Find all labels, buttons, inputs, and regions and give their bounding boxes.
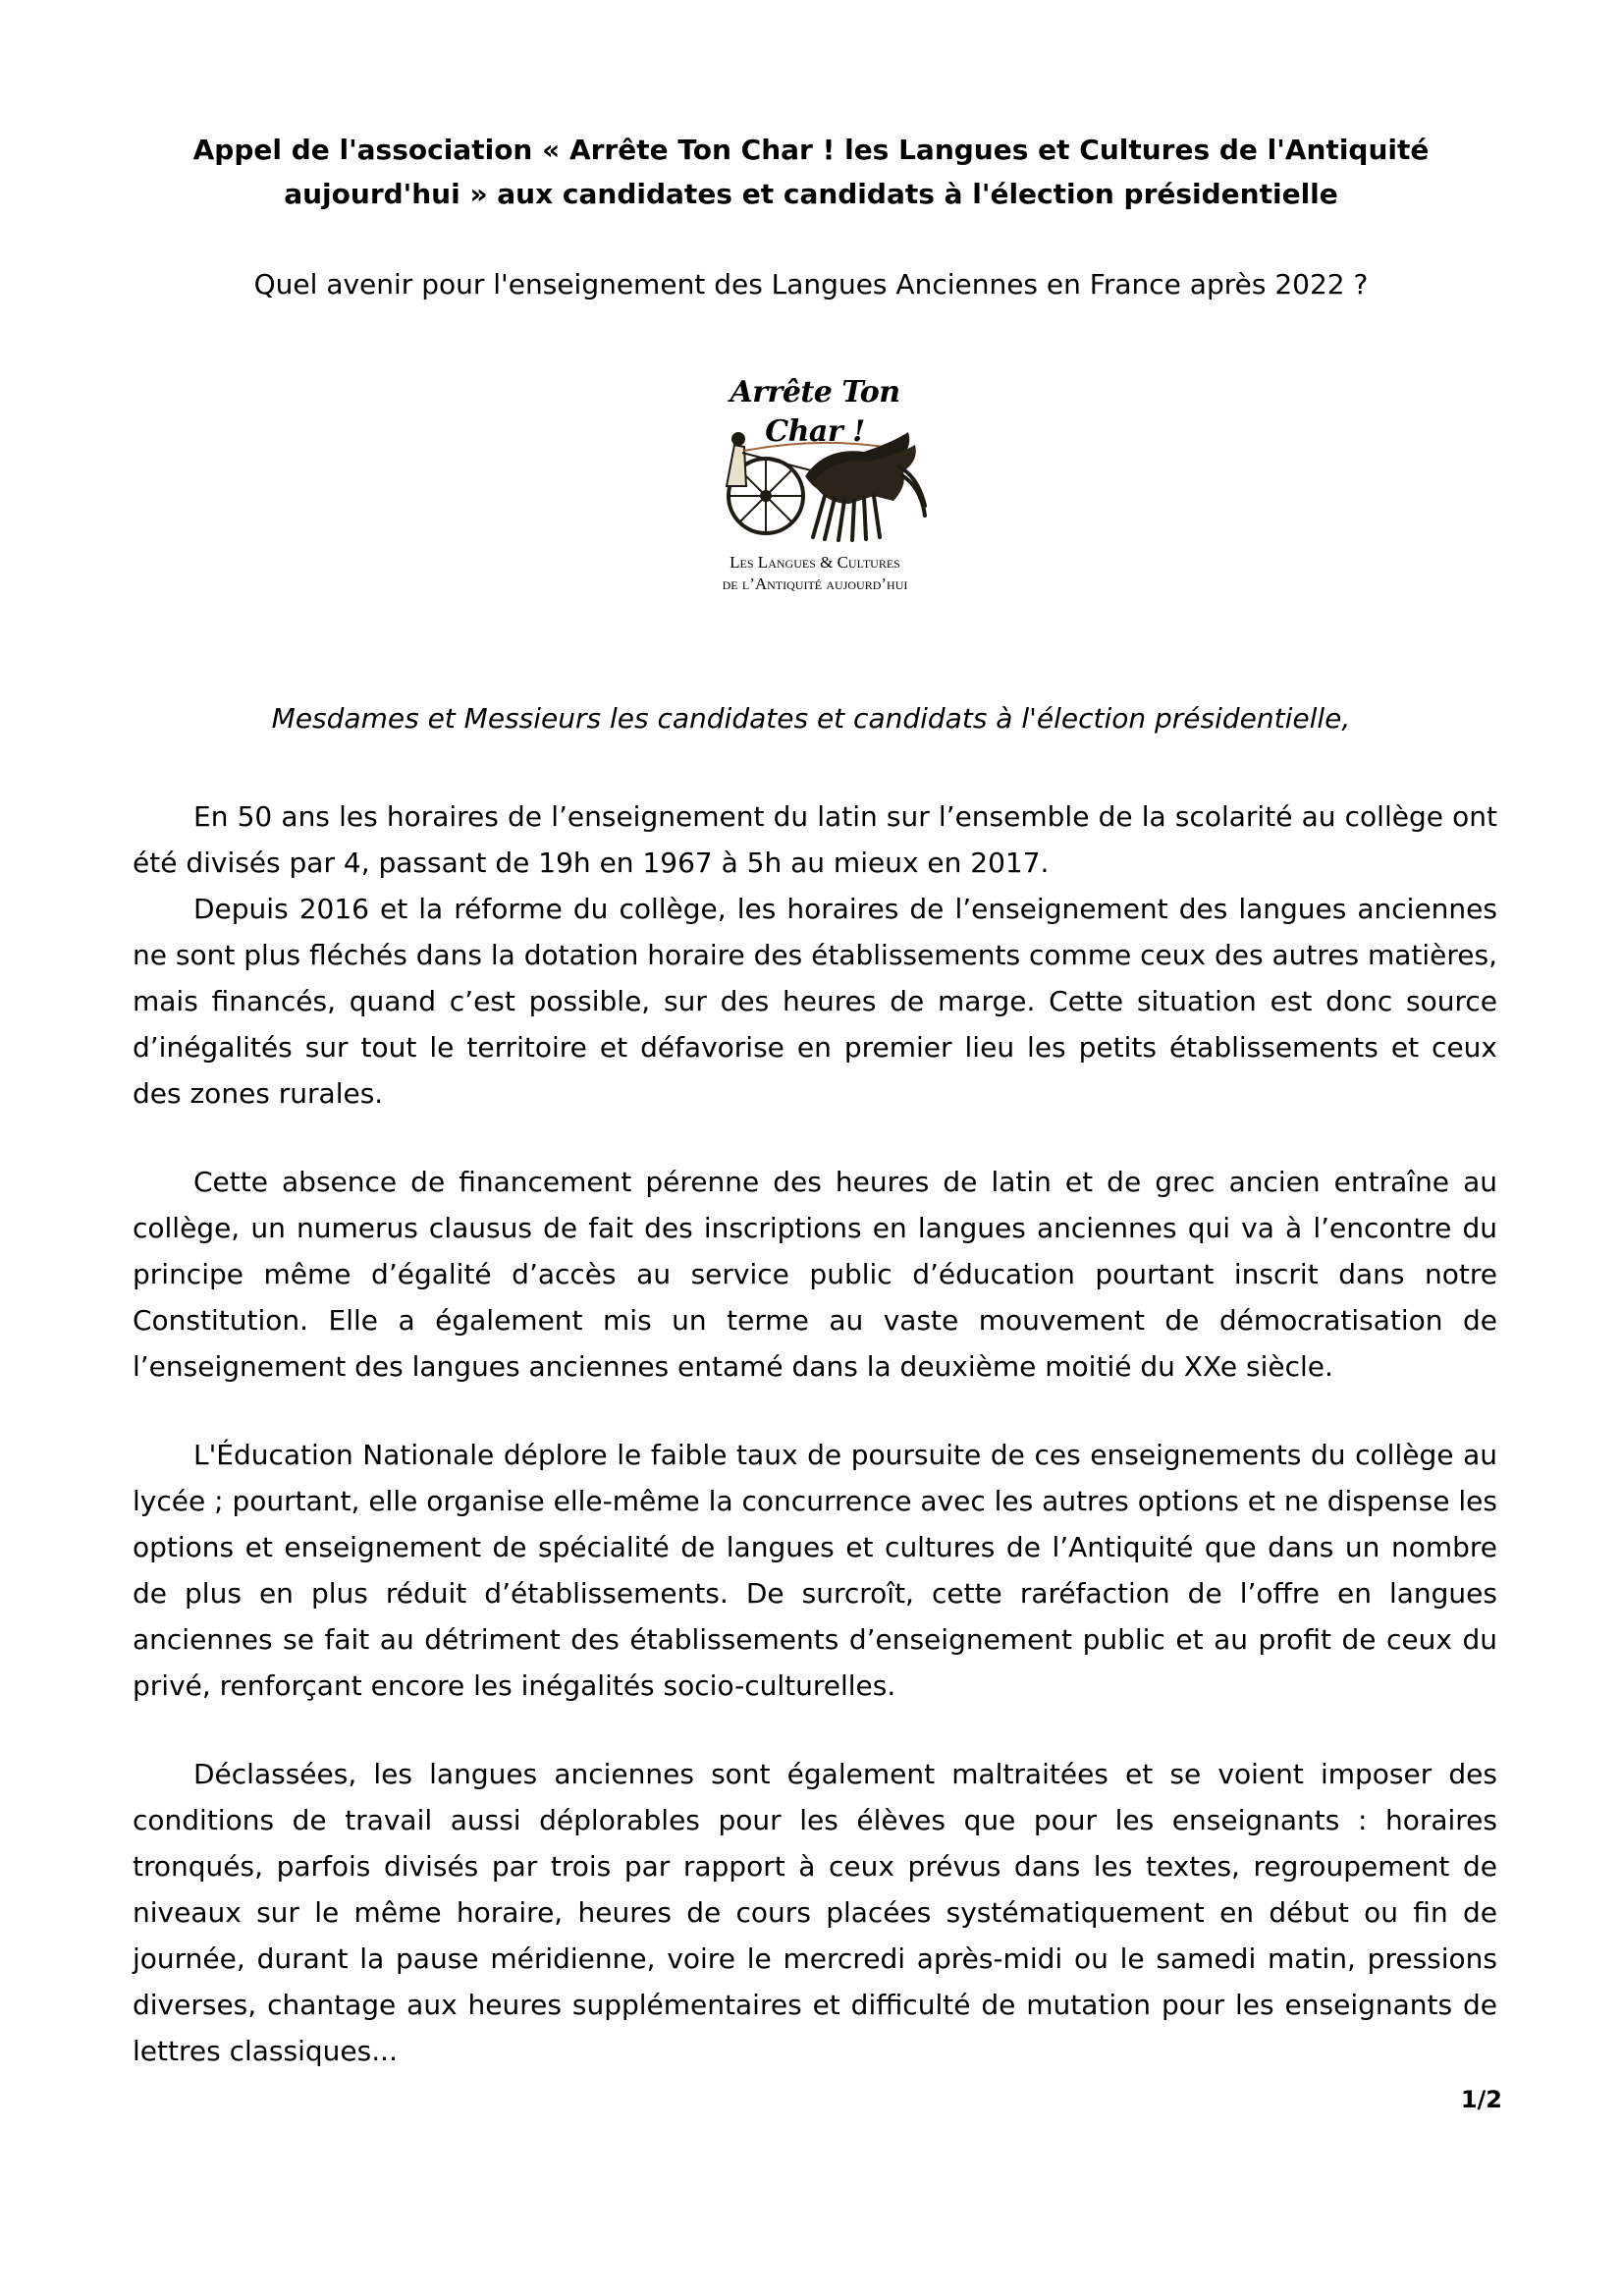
paragraph-2: Depuis 2016 et la réforme du collège, les horaires de l’enseignement des langues anciennes ne sont plus fléchés dans la dotation horaire des établissements comme ceux des autres matières, mais financés, quand c’est possible, sur des heures de marge. Cette situation est donc source d’inégalités sur tout le territoire et défavorise en premier lieu les petits établissements et ceux des zones rurales. (133, 893, 1498, 1110)
paragraph-4: L'Éducation Nationale déplore le faible taux de poursuite de ces enseignements du collège au lycée ; pourtant, elle organise elle-même la concurrence avec les autres options et ne dispense les options et enseignement de spécialité de langues et cultures de l’Antiquité que dans un nombre de plus en plus réduit d’établissements. De surcroît, cette raréfaction de l’offre en langues anciennes se fait au détriment des établissements d’enseignement public et au profit de ceux du privé, renforçant encore les inégalités socio-culturelles. (133, 1439, 1497, 1702)
paragraph-3: Cette absence de financement pérenne des heures de latin et de grec ancien entraîne au collège, un numerus clausus de fait des inscriptions en langues anciennes qui va à l’encontre du principe même d’égalité d’accès au service public d’éducation pourtant inscrit dans notre Constitution. Elle a également mis un terme au vaste mouvement de démocratisation de l’enseignement des langues anciennes entamé dans la deuxième moitié du XXe siècle. (133, 1166, 1497, 1383)
logo-caption-line-1: Les Langues & Cultures (730, 553, 900, 572)
page-number: 1/2 (1460, 2086, 1502, 2113)
title-line-1: Appel de l'association « Arrête Ton Char ! les Langues et Cultures de l'Antiquité (192, 134, 1430, 166)
chariot-illustration-icon (697, 417, 933, 545)
document-title (157, 128, 1465, 216)
logo-caption-line-2: de l’Antiquité aujourd’hui (722, 574, 908, 593)
salutation: Mesdames et Messieurs les candidates et candidats à l'élection présidentielle, (271, 702, 1351, 735)
paragraph-5: Déclassées, les langues anciennes sont également maltraitées et se voient imposer des conditions de travail aussi déplorables pour les élèves que pour les enseignants : horaires tronqués, parfois divisés par trois par rapport à ceux prévus dans les textes, regroupement de niveaux sur le même horaire, heures de cours placées systématiquement en début ou fin de journée, durant la pause méridienne, voire le mercredi après-midi ou le samedi matin, pressions diverses, chantage aux heures supplémentaires et difficulté de mutation pour les enseignants de lettres classiques... (133, 1758, 1497, 2067)
document-subtitle: Quel avenir pour l'enseignement des Langues Anciennes en France après 2022 ? (253, 268, 1369, 301)
paragraph-1: En 50 ans les horaires de l’enseignement du latin sur l’ensemble de la scolarité au collège ont été divisés par 4, passant de 19h en 1967 à 5h au mieux en 2017. (133, 800, 1497, 879)
logo-caption (687, 552, 943, 595)
logo-title: Arrête Ton Char ! (730, 375, 900, 449)
title-line-2: aujourd'hui » aux candidates et candidats à l'élection présidentielle (284, 178, 1338, 210)
association-logo (687, 373, 943, 619)
